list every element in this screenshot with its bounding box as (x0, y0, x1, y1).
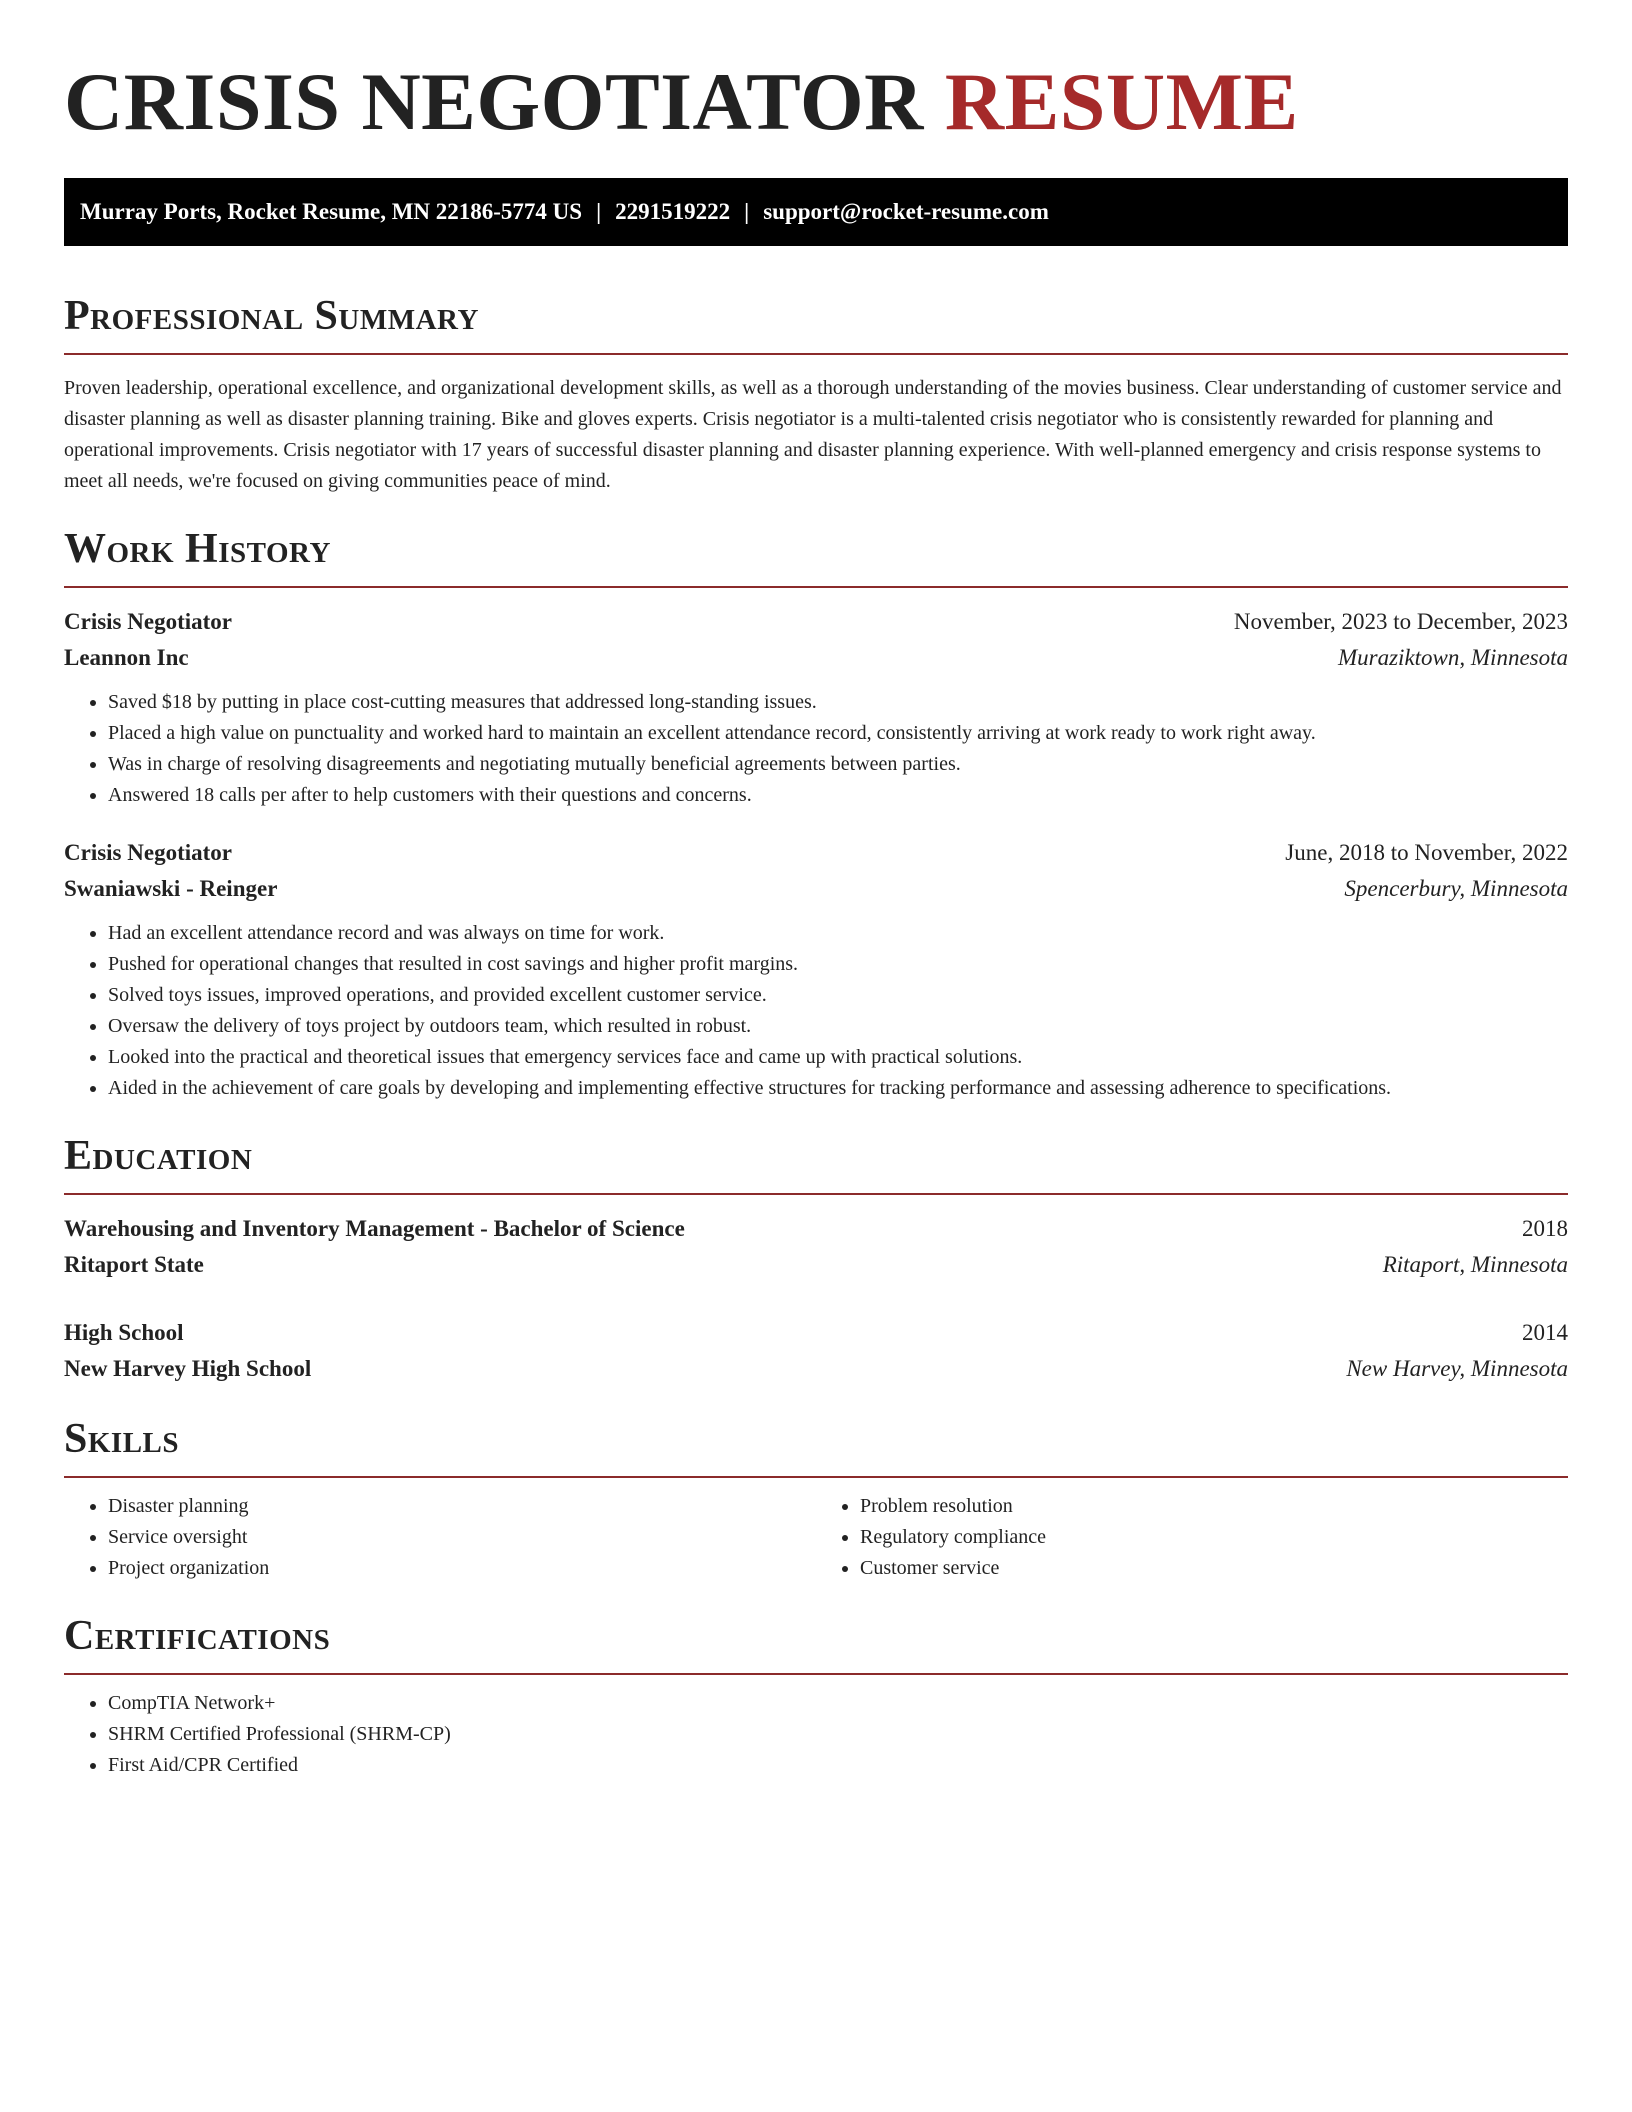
education-location: New Harvey, Minnesota (1346, 1356, 1568, 1381)
section-heading: Work History (64, 526, 331, 572)
job-bullets (64, 687, 1568, 811)
summary-text: Proven leadership, operational excellence, and organizational development skills, as well as a thorough understanding of the movies business. Clear understanding of customer service and disaster planning as well as disaster planning training. Bike and gloves experts. Crisis negotiator is a multi-talented crisis negotiator who is consistently rewarded for planning and operational improvements. Crisis negotiator with 17 years of successful disaster planning and disaster planning experience. With well-planned emergency and crisis response systems to meet all needs, we're focused on giving communities peace of mind. (64, 377, 1562, 492)
skill-item: • Project organization (108, 1553, 816, 1584)
education-entry (64, 1315, 1568, 1387)
section-heading: Certifications (64, 1613, 331, 1659)
skill-item: • Regulatory compliance (860, 1522, 1568, 1553)
education-location: Ritaport, Minnesota (1382, 1252, 1568, 1277)
certification-item: • SHRM Certified Professional (SHRM-CP) (108, 1719, 1568, 1750)
resume-page (64, 0, 1568, 1781)
skill-item: • Service oversight (108, 1522, 816, 1553)
title-accent: RESUME (944, 56, 1299, 147)
section-divider (64, 353, 1568, 355)
certification-item: • First Aid/CPR Certified (108, 1750, 1568, 1781)
contact-email: support@rocket-resume.com (763, 199, 1049, 224)
list-item: • Was in charge of resolving disagreements and negotiating mutually beneficial agreements between parties. (108, 749, 1568, 780)
skills-section (64, 1413, 1568, 1584)
job-entry (64, 835, 1568, 1104)
list-item: • Solved toys issues, improved operations, and provided excellent customer service. (108, 980, 1568, 1011)
skills-list-right (816, 1491, 1568, 1584)
job-company: Leannon Inc (64, 645, 189, 670)
summary-section (64, 290, 1568, 497)
education-year: 2014 (1522, 1320, 1568, 1345)
skills-grid (64, 1491, 1568, 1584)
contact-separator: | (596, 199, 602, 224)
job-location: Muraziktown, Minnesota (1338, 645, 1568, 670)
list-item: • Placed a high value on punctuality and worked hard to maintain an excellent attendance record, consistently arriving at work ready to work right away. (108, 718, 1568, 749)
list-item: • Pushed for operational changes that resulted in cost savings and higher profit margins. (108, 949, 1568, 980)
job-header-row (64, 604, 1568, 640)
job-company-row (64, 871, 1568, 907)
contact-phone: 2291519222 (615, 199, 731, 224)
section-heading: Professional Summary (64, 293, 479, 339)
education-school: Ritaport State (64, 1252, 204, 1277)
list-item: • Oversaw the delivery of toys project by outdoors team, which resulted in robust. (108, 1011, 1568, 1042)
education-school: New Harvey High School (64, 1356, 312, 1381)
job-title: Crisis Negotiator (64, 609, 232, 634)
contact-separator: | (744, 199, 750, 224)
education-school-row (64, 1247, 1568, 1283)
section-divider (64, 1673, 1568, 1675)
job-location: Spencerbury, Minnesota (1344, 876, 1568, 901)
skills-list-left (64, 1491, 816, 1584)
certifications-section (64, 1610, 1568, 1781)
section-heading: Education (64, 1133, 253, 1179)
list-item: • Aided in the achievement of care goals by developing and implementing effective structures for tracking performance and assessing adherence to specifications. (108, 1073, 1568, 1104)
job-dates: November, 2023 to December, 2023 (1233, 609, 1568, 634)
education-header-row (64, 1211, 1568, 1247)
job-bullets (64, 918, 1568, 1104)
job-header-row (64, 835, 1568, 871)
job-title: Crisis Negotiator (64, 840, 232, 865)
skill-item: • Problem resolution (860, 1491, 1568, 1522)
education-school-row (64, 1351, 1568, 1387)
list-item: • Had an excellent attendance record and was always on time for work. (108, 918, 1568, 949)
education-degree: High School (64, 1320, 184, 1345)
certifications-list (64, 1688, 1568, 1781)
work-history-section (64, 523, 1568, 1104)
resume-title (64, 0, 1568, 148)
job-entry (64, 604, 1568, 811)
section-divider (64, 1193, 1568, 1195)
skill-item: • Disaster planning (108, 1491, 816, 1522)
job-company: Swaniawski - Reinger (64, 876, 278, 901)
skill-item: • Customer service (860, 1553, 1568, 1584)
section-heading: Skills (64, 1416, 180, 1462)
education-section (64, 1130, 1568, 1387)
contact-address: Murray Ports, Rocket Resume, MN 22186-5774 US (80, 199, 583, 224)
education-degree: Warehousing and Inventory Management - Bachelor of Science (64, 1216, 685, 1241)
education-entry (64, 1211, 1568, 1283)
certification-item: • CompTIA Network+ (108, 1688, 1568, 1719)
list-item: • Looked into the practical and theoretical issues that emergency services face and came up with practical solutions. (108, 1042, 1568, 1073)
list-item: • Answered 18 calls per after to help customers with their questions and concerns. (108, 780, 1568, 811)
education-header-row (64, 1315, 1568, 1351)
section-divider (64, 1476, 1568, 1478)
education-year: 2018 (1522, 1216, 1568, 1241)
job-company-row (64, 640, 1568, 676)
list-item: • Saved $18 by putting in place cost-cutting measures that addressed long-standing issues. (108, 687, 1568, 718)
contact-bar (64, 178, 1568, 246)
job-dates: June, 2018 to November, 2022 (1285, 840, 1568, 865)
section-divider (64, 586, 1568, 588)
title-main: CRISIS NEGOTIATOR (64, 56, 924, 147)
